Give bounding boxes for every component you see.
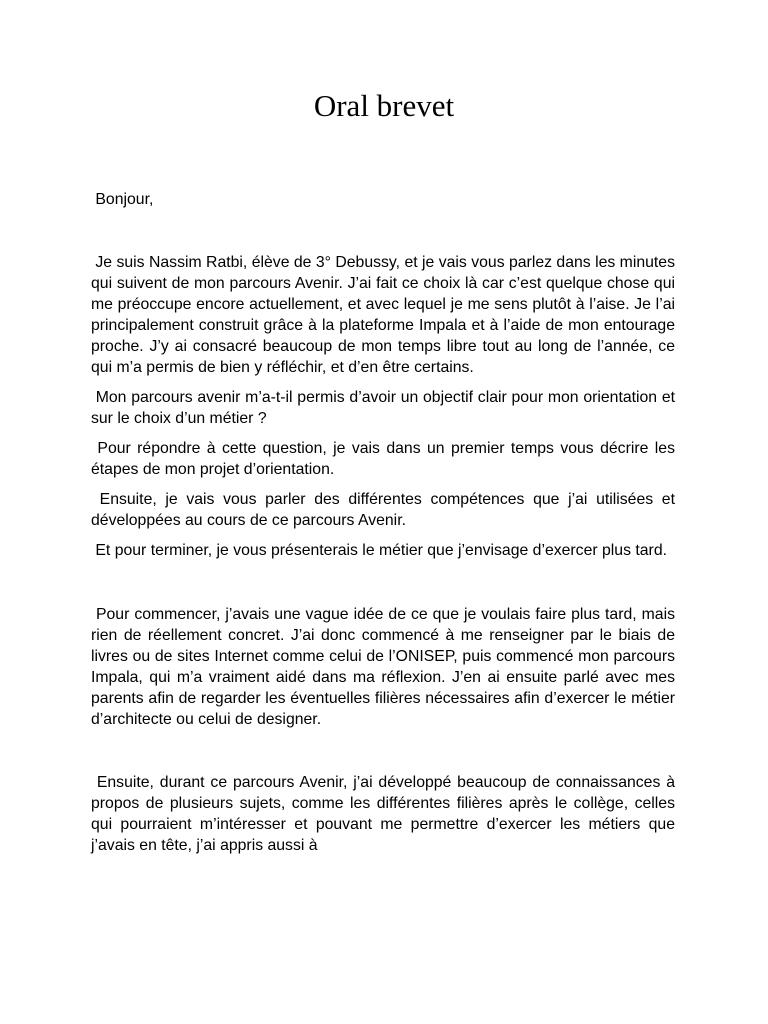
paragraph-plan-third: Et pour terminer, je vous présenterais le métier que j’envisage d’exercer plus tard. — [91, 542, 667, 559]
paragraph-part-one: Pour commencer, j’avais une vague idée de ce que je voulais faire plus tard, mais rien de réellement concret. J’ai donc commencé à me renseigner par le biais de livres ou de sites Internet comme celui de l’ONISEP, puis commencé mon parcours Impala, qui m’a vraiment aidé dans ma réflexion. J’en ai ensuite parlé avec mes parents afin de regarder les éventuelles filières nécessaires afin d’exercer le métier d’architecte ou celui de designer. — [91, 606, 675, 728]
greeting-paragraph: Bonjour, — [91, 191, 154, 208]
paragraph-part-two: Ensuite, durant ce parcours Avenir, j’ai développé beaucoup de connaissances à propos de plusieurs sujets, comme les différentes filières après le collège, celles qui pourraient m’intéresser et pouvant me permettre d’exercer les métiers que j’avais en tête, j’ai appris aussi à — [91, 774, 675, 854]
document-body — [91, 189, 675, 856]
paragraph-introduction: Je suis Nassim Ratbi, élève de 3° Debussy, et je vais vous parlez dans les minutes qui suivent de mon parcours Avenir. J’ai fait ce choix là car c’est quelque chose qui me préoccupe encore actuellement, et avec lequel je me sens plutôt à l’aise. Je l’ai principalement construit grâce à la plateforme Impala et à l’aide de mon entourage proche. J’y ai consacré beaucoup de mon temps libre tout au long de l’année, ce qui m’a permis de bien y réfléchir, et d’en être certains. — [91, 254, 675, 376]
document-title: Oral brevet — [313, 88, 455, 123]
paragraph-plan-second: Ensuite, je vais vous parler des différentes compétences que j’ai utilisées et développées au cours de ce parcours Avenir. — [91, 491, 675, 529]
paragraph-question: Mon parcours avenir m’a-t-il permis d’avoir un objectif clair pour mon orientation et sur le choix d’un métier ? — [91, 389, 675, 427]
paragraph-plan-first: Pour répondre à cette question, je vais dans un premier temps vous décrire les étapes de mon projet d’orientation. — [91, 440, 675, 478]
